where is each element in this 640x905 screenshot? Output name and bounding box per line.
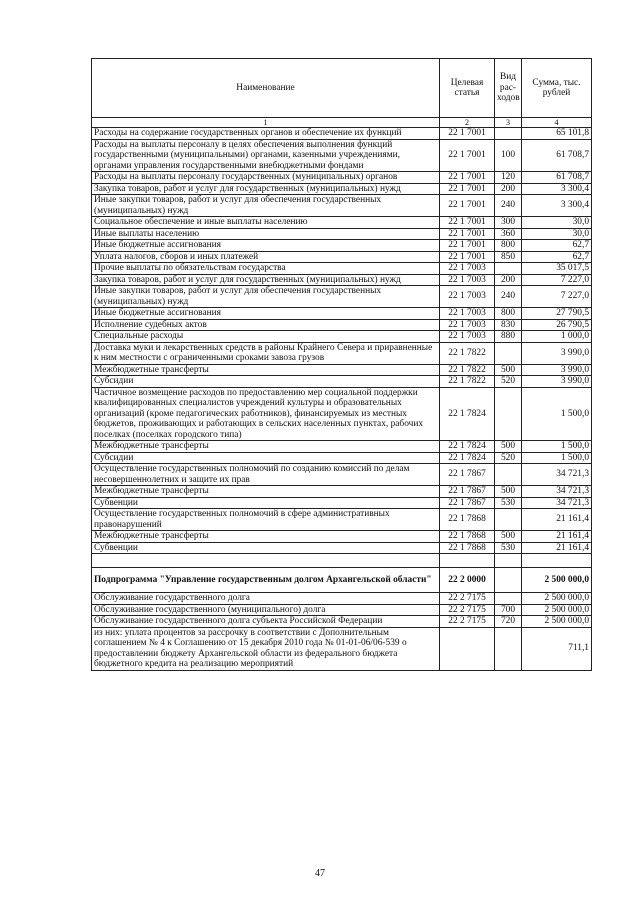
row-name: Закупка товаров, работ и услуг для государственных (муниципальных) нужд bbox=[92, 183, 440, 195]
table-row bbox=[92, 342, 592, 364]
table-body-debt bbox=[92, 593, 592, 628]
row-sum: 34 721,3 bbox=[522, 486, 592, 498]
row-sum: 2 500 000,0 bbox=[522, 604, 592, 616]
row-type: 800 bbox=[495, 308, 522, 320]
row-name: Иные бюджетные ассигнования bbox=[92, 240, 440, 252]
subprogram-name: Подпрограмма "Управление государственным долгом Архангельской области" bbox=[92, 568, 440, 593]
row-type: 300 bbox=[495, 217, 522, 229]
row-sum: 21 161,4 bbox=[522, 542, 592, 554]
header-type: Вид рас-ходов bbox=[495, 59, 522, 118]
table-row bbox=[92, 128, 592, 140]
row-sum: 21 161,4 bbox=[522, 531, 592, 543]
row-code: 22 2 7175 bbox=[440, 604, 495, 616]
row-name: Субвенции bbox=[92, 542, 440, 554]
note-sum: 711,1 bbox=[522, 627, 592, 670]
row-name: Осуществление государственных полномочий в сфере административных правонарушений bbox=[92, 509, 440, 531]
row-sum: 34 721,3 bbox=[522, 497, 592, 509]
row-name: Субсидии bbox=[92, 376, 440, 388]
header-sum: Сумма, тыс. рублей bbox=[522, 59, 592, 118]
row-name: Межбюджетные трансферты bbox=[92, 364, 440, 376]
row-type: 240 bbox=[495, 286, 522, 308]
subprogram-section bbox=[92, 554, 592, 593]
row-code: 22 1 7868 bbox=[440, 531, 495, 543]
table-row bbox=[92, 604, 592, 616]
row-code: 22 1 7822 bbox=[440, 376, 495, 388]
row-type: 530 bbox=[495, 497, 522, 509]
row-name: Социальное обеспечение и иные выплаты населению bbox=[92, 217, 440, 229]
row-sum: 62,7 bbox=[522, 251, 592, 263]
note-section bbox=[92, 627, 592, 670]
row-code: 22 1 7001 bbox=[440, 139, 495, 172]
table-row bbox=[92, 308, 592, 320]
row-code: 22 1 7003 bbox=[440, 286, 495, 308]
table-row bbox=[92, 228, 592, 240]
row-sum: 61 708,7 bbox=[522, 172, 592, 184]
row-type: 880 bbox=[495, 331, 522, 343]
row-type: 530 bbox=[495, 542, 522, 554]
subprogram-row bbox=[92, 568, 592, 593]
column-number-row bbox=[92, 118, 592, 128]
table-body bbox=[92, 128, 592, 554]
row-sum: 1 000,0 bbox=[522, 331, 592, 343]
row-type bbox=[495, 128, 522, 140]
row-code: 22 1 7001 bbox=[440, 195, 495, 217]
row-sum: 27 790,5 bbox=[522, 308, 592, 320]
table-row bbox=[92, 183, 592, 195]
row-sum: 62,7 bbox=[522, 240, 592, 252]
note-text: из них: уплата процентов за рассрочку в соответствии с Дополнительным соглашением № 4 к Соглашению от 15 декабря 2010 года № 01-01-06/06-539 о предоставлении бюджету Архангельской области из федерального бюджета бюджетного кредита на реализацию мероприятий bbox=[92, 627, 440, 670]
row-code: 22 1 7003 bbox=[440, 308, 495, 320]
row-type: 500 bbox=[495, 531, 522, 543]
row-code: 22 1 7867 bbox=[440, 497, 495, 509]
row-sum: 65 101,8 bbox=[522, 128, 592, 140]
row-code: 22 1 7824 bbox=[440, 441, 495, 453]
row-type: 240 bbox=[495, 195, 522, 217]
row-name: Обслуживание государственного (муниципального) долга bbox=[92, 604, 440, 616]
table-row bbox=[92, 486, 592, 498]
row-type: 700 bbox=[495, 604, 522, 616]
row-type: 850 bbox=[495, 251, 522, 263]
row-type: 500 bbox=[495, 364, 522, 376]
table-row bbox=[92, 331, 592, 343]
row-name: Межбюджетные трансферты bbox=[92, 486, 440, 498]
table-row bbox=[92, 263, 592, 275]
row-name: Закупка товаров, работ и услуг для государственных (муниципальных) нужд bbox=[92, 274, 440, 286]
row-name: Иные закупки товаров, работ и услуг для обеспечения государственных (муниципальных) нужд bbox=[92, 195, 440, 217]
table-row bbox=[92, 274, 592, 286]
row-code: 22 1 7824 bbox=[440, 387, 495, 441]
document-page bbox=[91, 58, 591, 671]
column-number: 2 bbox=[440, 118, 495, 128]
table-row bbox=[92, 593, 592, 605]
row-name: Межбюджетные трансферты bbox=[92, 531, 440, 543]
row-code: 22 2 7175 bbox=[440, 593, 495, 605]
row-type: 500 bbox=[495, 441, 522, 453]
row-sum: 3 990,0 bbox=[522, 376, 592, 388]
row-type bbox=[495, 509, 522, 531]
row-sum: 2 500 000,0 bbox=[522, 593, 592, 605]
row-name: Обслуживание государственного долга субъекта Российской Федерации bbox=[92, 616, 440, 628]
page-number: 47 bbox=[315, 868, 325, 879]
table-row bbox=[92, 387, 592, 441]
row-code: 22 1 7001 bbox=[440, 251, 495, 263]
row-sum: 1 500,0 bbox=[522, 452, 592, 464]
row-sum: 34 721,3 bbox=[522, 464, 592, 486]
row-code: 22 1 7822 bbox=[440, 364, 495, 376]
row-name: Расходы на выплаты персоналу государственных (муниципальных) органов bbox=[92, 172, 440, 184]
row-name: Частичное возмещение расходов по предоставлению мер социальной поддержки квалифицированных специалистов учреждений культуры и образовательных организаций (кроме педагогических работников), финансируемых из местных бюджетов, проживающих и работающих в сельских населенных пунктах, рабочих поселках (поселках городского типа) bbox=[92, 387, 440, 441]
subprogram-sum: 2 500 000,0 bbox=[522, 568, 592, 593]
row-sum: 1 500,0 bbox=[522, 387, 592, 441]
row-sum: 21 161,4 bbox=[522, 509, 592, 531]
row-code: 22 1 7868 bbox=[440, 542, 495, 554]
row-code: 22 1 7001 bbox=[440, 240, 495, 252]
subprogram-code: 22 2 0000 bbox=[440, 568, 495, 593]
row-type: 520 bbox=[495, 376, 522, 388]
row-code: 22 2 7175 bbox=[440, 616, 495, 628]
row-sum: 30,0 bbox=[522, 228, 592, 240]
row-name: Прочие выплаты по обязательствам государства bbox=[92, 263, 440, 275]
row-name: Иные выплаты населению bbox=[92, 228, 440, 240]
row-sum: 61 708,7 bbox=[522, 139, 592, 172]
row-type: 720 bbox=[495, 616, 522, 628]
table-row bbox=[92, 531, 592, 543]
row-type: 360 bbox=[495, 228, 522, 240]
table-row bbox=[92, 509, 592, 531]
column-number: 3 bbox=[495, 118, 522, 128]
table-row bbox=[92, 364, 592, 376]
row-name: Обслуживание государственного долга bbox=[92, 593, 440, 605]
table-row bbox=[92, 616, 592, 628]
table-header-row bbox=[92, 59, 592, 118]
row-code: 22 1 7824 bbox=[440, 452, 495, 464]
row-code: 22 1 7003 bbox=[440, 331, 495, 343]
row-code: 22 1 7001 bbox=[440, 128, 495, 140]
row-name: Расходы на выплаты персоналу в целях обеспечения выполнения функций государственными (муниципальными) органами, казенными учреждениями, органами управления государственными внебюджетными фондами bbox=[92, 139, 440, 172]
row-type: 200 bbox=[495, 274, 522, 286]
row-type: 100 bbox=[495, 139, 522, 172]
row-name: Специальные расходы bbox=[92, 331, 440, 343]
column-number: 4 bbox=[522, 118, 592, 128]
row-type bbox=[495, 342, 522, 364]
row-type bbox=[495, 263, 522, 275]
table-row bbox=[92, 376, 592, 388]
header-name: Наименование bbox=[92, 59, 440, 118]
row-code: 22 1 7003 bbox=[440, 319, 495, 331]
table-row bbox=[92, 452, 592, 464]
table-row bbox=[92, 195, 592, 217]
subprogram-type bbox=[495, 568, 522, 593]
table-row bbox=[92, 240, 592, 252]
row-type bbox=[495, 593, 522, 605]
row-code: 22 1 7001 bbox=[440, 172, 495, 184]
row-sum: 3 300,4 bbox=[522, 183, 592, 195]
row-code: 22 1 7867 bbox=[440, 486, 495, 498]
row-sum: 3 990,0 bbox=[522, 342, 592, 364]
row-name: Иные бюджетные ассигнования bbox=[92, 308, 440, 320]
table-row bbox=[92, 172, 592, 184]
row-sum: 7 227,0 bbox=[522, 274, 592, 286]
table-row bbox=[92, 319, 592, 331]
table-row bbox=[92, 497, 592, 509]
note-row bbox=[92, 627, 592, 670]
row-sum: 26 790,5 bbox=[522, 319, 592, 331]
row-type bbox=[495, 387, 522, 441]
row-code: 22 1 7001 bbox=[440, 228, 495, 240]
row-type: 500 bbox=[495, 486, 522, 498]
row-code: 22 1 7001 bbox=[440, 217, 495, 229]
row-type: 120 bbox=[495, 172, 522, 184]
row-name: Субвенции bbox=[92, 497, 440, 509]
table-row bbox=[92, 286, 592, 308]
row-code: 22 1 7868 bbox=[440, 509, 495, 531]
table-row bbox=[92, 542, 592, 554]
row-sum: 3 990,0 bbox=[522, 364, 592, 376]
row-code: 22 1 7867 bbox=[440, 464, 495, 486]
row-sum: 3 300,4 bbox=[522, 195, 592, 217]
row-name: Уплата налогов, сборов и иных платежей bbox=[92, 251, 440, 263]
row-sum: 1 500,0 bbox=[522, 441, 592, 453]
row-name: Исполнение судебных актов bbox=[92, 319, 440, 331]
row-code: 22 1 7001 bbox=[440, 183, 495, 195]
budget-table bbox=[91, 58, 592, 671]
note-code bbox=[440, 627, 495, 670]
row-code: 22 1 7822 bbox=[440, 342, 495, 364]
row-type: 200 bbox=[495, 183, 522, 195]
row-type: 800 bbox=[495, 240, 522, 252]
row-type bbox=[495, 464, 522, 486]
table-row bbox=[92, 441, 592, 453]
note-type bbox=[495, 627, 522, 670]
row-type: 830 bbox=[495, 319, 522, 331]
row-name: Расходы на содержание государственных органов и обеспечение их функций bbox=[92, 128, 440, 140]
row-sum: 30,0 bbox=[522, 217, 592, 229]
column-number: 1 bbox=[92, 118, 440, 128]
table-row bbox=[92, 139, 592, 172]
table-row bbox=[92, 464, 592, 486]
row-name: Субсидии bbox=[92, 452, 440, 464]
row-name: Иные закупки товаров, работ и услуг для обеспечения государственных (муниципальных) нужд bbox=[92, 286, 440, 308]
row-name: Осуществление государственных полномочий по созданию комиссий по делам несовершеннолетних и защите их прав bbox=[92, 464, 440, 486]
table-row bbox=[92, 217, 592, 229]
row-sum: 2 500 000,0 bbox=[522, 616, 592, 628]
row-sum: 35 017,5 bbox=[522, 263, 592, 275]
table-row bbox=[92, 251, 592, 263]
row-code: 22 1 7003 bbox=[440, 263, 495, 275]
row-code: 22 1 7003 bbox=[440, 274, 495, 286]
row-name: Доставка муки и лекарственных средств в районы Крайнего Севера и приравненные к ним местности с ограниченными сроками завоза грузов bbox=[92, 342, 440, 364]
row-name: Межбюджетные трансферты bbox=[92, 441, 440, 453]
row-sum: 7 227,0 bbox=[522, 286, 592, 308]
header-code: Целевая статья bbox=[440, 59, 495, 118]
row-type: 520 bbox=[495, 452, 522, 464]
spacer-row bbox=[92, 554, 592, 568]
